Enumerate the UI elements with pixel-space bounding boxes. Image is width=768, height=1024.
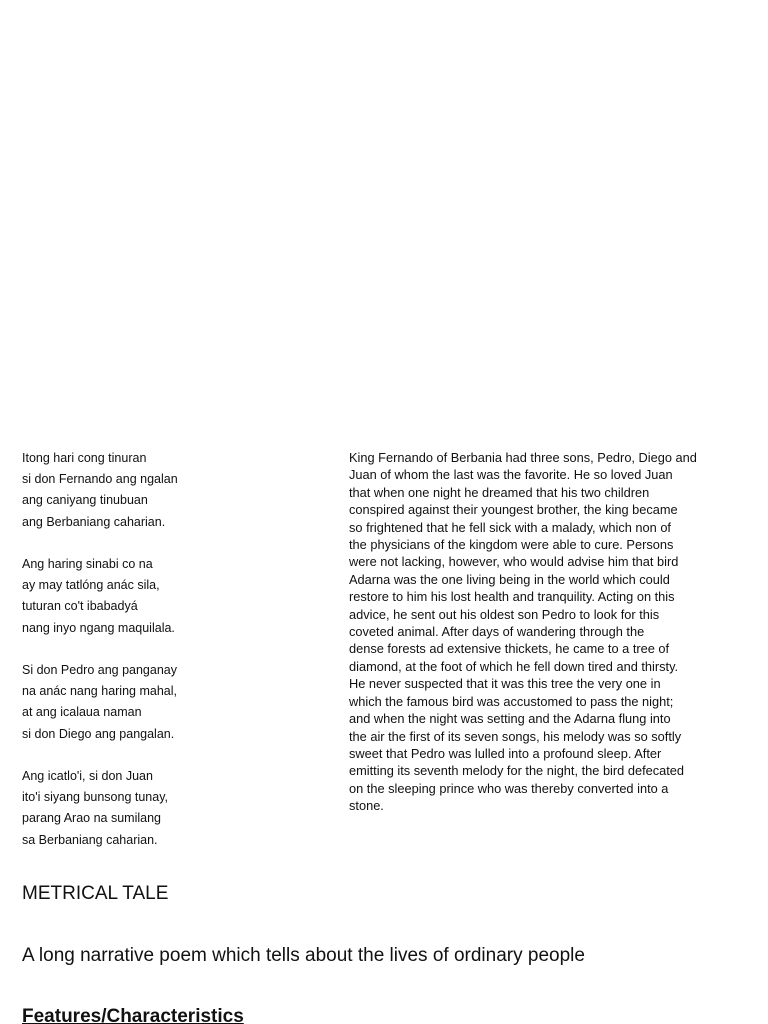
poem-stanza-4 (22, 766, 312, 851)
prose-line: were not lacking, however, who would advise him that bird (349, 554, 679, 570)
prose-line: He never suspected that it was this tree the very one in (349, 676, 661, 692)
poem-line: sa Berbaniang caharian. (22, 832, 158, 847)
definition-text: A long narrative poem which tells about the lives of ordinary people (22, 945, 585, 966)
poem-line: Ang icatlo'i, si don Juan (22, 769, 153, 783)
prose-line: the air the first of its seven songs, his melody was so softly (349, 728, 682, 744)
prose-line: advice, he sent out his oldest son Pedro to look for this (349, 606, 660, 622)
poem-line: at ang icalaua naman (22, 705, 142, 720)
poem-line: ang caniyang tinubuan (22, 493, 148, 508)
prose-line: and when the night was setting and the Adarna flung into (349, 711, 671, 727)
poem-stanza-2 (22, 554, 312, 639)
tagalog-poem (22, 448, 312, 851)
poem-line: Ang haring sinabi co na (22, 557, 153, 571)
prose-line: emitting its seventh melody for the night, the bird defecated (349, 763, 685, 779)
prose-line: that when one night he dreamed that his two children (349, 484, 650, 500)
poem-line: tuturan co't ibabadyá (22, 599, 138, 614)
english-translation (349, 449, 745, 815)
poem-line: si don Fernando ang ngalan (22, 472, 178, 487)
poem-stanza-1 (22, 448, 312, 533)
poem-line: ay may tatlóng anác sila, (22, 578, 160, 593)
features-heading: Features/Characteristics (22, 1006, 244, 1024)
poem-line: parang Arao na sumilang (22, 811, 161, 826)
prose-line: King Fernando of Berbania had three sons, Pedro, Diego and (349, 450, 697, 465)
prose-line: coveted animal. After days of wandering through the (349, 624, 645, 640)
poem-line: si don Diego ang pangalan. (22, 726, 175, 741)
prose-line: conspired against their youngest brother, the king became (349, 502, 678, 518)
poem-line: Si don Pedro ang panganay (22, 663, 177, 677)
prose-line: Adarna was the one living being in the world which could (349, 571, 670, 587)
prose-line: on the sleeping prince who was thereby converted into a (349, 780, 669, 796)
poem-line: ang Berbaniang caharian. (22, 514, 166, 529)
prose-line: stone. (349, 798, 384, 814)
section-heading: METRICAL TALE (22, 883, 169, 904)
poem-line: na anác nang haring mahal, (22, 684, 177, 699)
prose-line: dense forests ad extensive thickets, he came to a tree of (349, 641, 670, 657)
prose-line: the physicians of the kingdom were able to cure. Persons (349, 537, 674, 553)
poem-line: Itong hari cong tinuran (22, 451, 147, 465)
prose-line: Juan of whom the last was the favorite. He so loved Juan (349, 467, 673, 483)
prose-line: diamond, at the foot of which he fell down tired and thirsty. (349, 658, 679, 674)
prose-line: restore to him his lost health and tranquility. Acting on this (349, 589, 675, 605)
prose-line: so frightened that he fell sick with a malady, which non of (349, 519, 671, 535)
prose-line: sweet that Pedro was lulled into a profound sleep. After (349, 745, 662, 761)
prose-line: which the famous bird was accustomed to pass the night; (349, 693, 674, 709)
poem-stanza-3 (22, 660, 312, 745)
poem-line: ito'i siyang bunsong tunay, (22, 790, 169, 805)
poem-line: nang inyo ngang maquilala. (22, 620, 175, 635)
